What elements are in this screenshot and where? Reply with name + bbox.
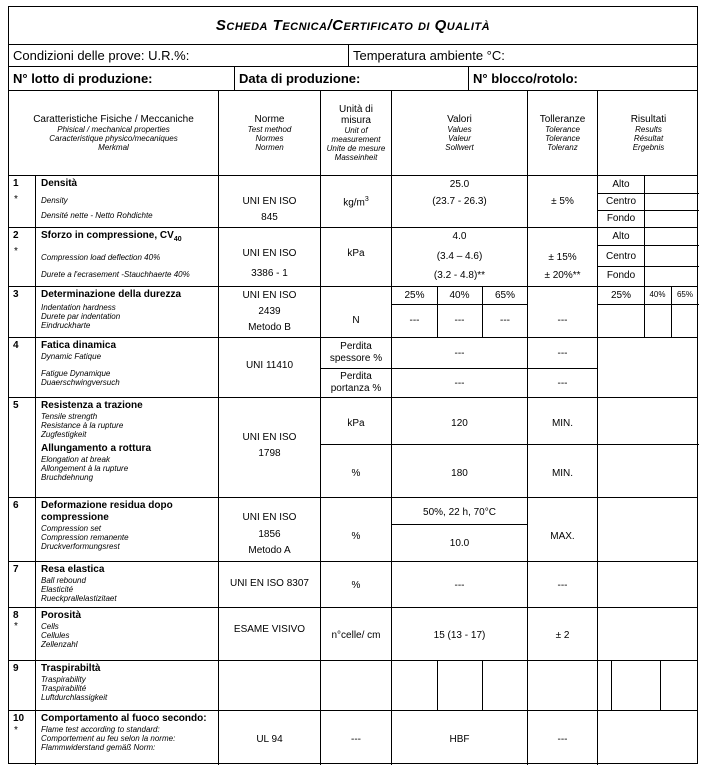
- result-cell: [598, 608, 699, 660]
- unit-text: N: [352, 315, 360, 326]
- tolerance-text: ± 2: [555, 630, 570, 641]
- property-subtitle: Druckverformungsrest: [41, 542, 120, 551]
- value-text: 25.0: [449, 179, 470, 190]
- unit-text: kPa: [347, 418, 365, 429]
- property-subtitle: Tensile strength: [41, 412, 98, 421]
- temperature-field[interactable]: Temperatura ambiente °C:: [353, 48, 505, 63]
- norm-text: 845: [261, 212, 278, 223]
- tolerance-text: MIN.: [551, 468, 574, 479]
- column-header-row: [9, 91, 697, 176]
- tolerance-text: ---: [557, 315, 568, 326]
- value-text: HBF: [449, 734, 470, 745]
- row-dynamic-fatigue: [9, 338, 697, 398]
- property-subtitle: Flammwiderstand gemäß Norm:: [41, 743, 156, 752]
- property-subtitle: Fatigue Dynamique: [41, 369, 111, 378]
- property-subtitle: Densité nette - Netto Rohdichte: [41, 211, 153, 220]
- production-date-field[interactable]: Data di produzione:: [235, 67, 469, 90]
- header-norms: Norme Test method Normes Normen: [219, 91, 321, 175]
- property-subtitle: Density: [41, 196, 68, 205]
- tolerance-text: ---: [557, 348, 568, 359]
- property-title: Porosità: [41, 610, 82, 621]
- value-text: ---: [500, 315, 510, 326]
- block-roll-field[interactable]: N° blocco/rotolo:: [473, 71, 578, 86]
- row-tensile: [9, 398, 697, 498]
- row-breathability: [9, 661, 697, 711]
- header-values: Valori Values Valeur Sollwert: [392, 91, 528, 175]
- result-label: Alto: [612, 179, 630, 190]
- value-text: ---: [409, 315, 420, 326]
- tolerance-cell: [528, 661, 598, 710]
- norm-text: 3386 - 1: [251, 268, 288, 279]
- value-text: 10.0: [449, 538, 470, 549]
- tolerance-text: MIN.: [551, 418, 574, 429]
- asterisk-mark: *: [14, 725, 18, 736]
- unit-text: %: [351, 468, 361, 479]
- row-number: 3: [9, 287, 36, 337]
- result-label: 65%: [676, 290, 693, 299]
- norm-text: 2439: [258, 306, 281, 317]
- property-subtitle: Compression remanente: [41, 533, 129, 542]
- property-subtitle: Durete a l'ecrasement -Stauchhaerte 40%: [41, 270, 190, 279]
- property-subtitle: Cellules: [41, 631, 70, 640]
- norm-text: Metodo A: [248, 545, 291, 556]
- property-subtitle: Luftdurchlassigkeit: [41, 693, 108, 702]
- unit-text: Perdita spessore %: [329, 341, 383, 364]
- value-text: 4.0: [452, 231, 467, 242]
- value-text: 50%, 22 h, 70°C: [423, 507, 496, 518]
- property-title: Allungamento a rottura: [41, 443, 152, 454]
- result-label: Centro: [605, 196, 636, 207]
- result-cell: [598, 562, 699, 607]
- header-results: Risultati Results Résultat Ergebnis: [630, 114, 667, 152]
- document-title: Scheda Tecnica/Certificato di Qualità: [9, 7, 697, 45]
- result-label: 40%: [649, 290, 666, 299]
- unit-text: $kg/m^3$: [343, 196, 369, 209]
- norm-text: UNI 11410: [245, 360, 294, 371]
- result-label: 25%: [610, 290, 631, 301]
- property-subtitle: Ball rebound: [41, 576, 86, 585]
- unit-text: kPa: [347, 248, 365, 259]
- norm-text: UNI EN ISO: [242, 290, 297, 301]
- row-compression: [9, 228, 697, 287]
- unit-text: %: [351, 531, 361, 542]
- row-number: 2: [13, 230, 19, 241]
- row-number: 5: [9, 398, 36, 497]
- property-subtitle: Allongement à la rupture: [41, 464, 129, 473]
- unit-text: n°celle/ cm: [331, 630, 381, 641]
- value-text: ---: [454, 580, 465, 591]
- row-compression-set: [9, 498, 697, 562]
- percent-label: 40%: [449, 290, 470, 301]
- result-cell: [598, 338, 699, 397]
- property-title: Traspirabiltà: [41, 663, 101, 674]
- header-units: Unità di misura Unit of measurement Unite de mesure Masseinheit: [321, 91, 392, 175]
- row-hardness: [9, 287, 697, 338]
- row-number: 6: [9, 498, 36, 561]
- tolerance-text: ---: [557, 734, 568, 745]
- row-number: 7: [9, 562, 36, 607]
- tolerance-text: MAX.: [550, 531, 575, 542]
- norm-text: UNI EN ISO 8307: [230, 578, 309, 589]
- tolerance-text: ---: [557, 580, 568, 591]
- tolerance-text: ---: [557, 378, 568, 389]
- row-number: 10: [13, 713, 25, 724]
- quality-certificate: [8, 6, 698, 764]
- value-text: ---: [454, 378, 465, 389]
- header-properties: Caratteristiche Fisiche / Meccaniche Phisical / mechanical properties Caracteristique physico/mecaniques Merkmal: [9, 91, 219, 175]
- asterisk-mark: *: [14, 246, 18, 257]
- norm-text: 1798: [258, 448, 281, 459]
- row-ball-rebound: [9, 562, 697, 608]
- header-tolerances: Tolleranze Tolerance Tolerance Toleranz: [528, 91, 598, 175]
- property-subtitle: Zellenzahl: [41, 640, 78, 649]
- row-fire-behaviour: [9, 711, 697, 765]
- property-title: Densità: [41, 178, 78, 189]
- lot-row: [9, 67, 697, 91]
- percent-label: 65%: [494, 290, 515, 301]
- result-label: Fondo: [606, 213, 636, 224]
- property-subtitle: Resistance à la rupture: [41, 421, 124, 430]
- percent-label: 25%: [404, 290, 425, 301]
- property-title: Determinazione della durezza: [41, 289, 182, 300]
- value-range: (3.2 - 4.8)**: [433, 270, 486, 281]
- row-density: [9, 176, 697, 228]
- row-number: 4: [9, 338, 36, 397]
- asterisk-mark: *: [14, 194, 18, 205]
- asterisk-mark: *: [14, 621, 18, 632]
- property-subtitle: Indentation hardness: [41, 303, 116, 312]
- unit-cell: [321, 661, 392, 710]
- value-range: (23.7 - 26.3): [432, 196, 487, 207]
- property-title: Resistenza a trazione: [41, 400, 143, 411]
- value-range: (3.4 – 4.6): [436, 251, 483, 262]
- result-label: Alto: [612, 231, 630, 242]
- property-subtitle: Zugfestigkeit: [41, 430, 87, 439]
- norm-text: UNI EN ISO: [242, 432, 297, 443]
- property-subtitle: Rueckprallelastizitaet: [41, 594, 117, 603]
- unit-text: ---: [351, 734, 361, 745]
- result-label: Centro: [605, 251, 636, 262]
- unit-text: %: [351, 580, 361, 591]
- property-subtitle: Elongation at break: [41, 455, 110, 464]
- property-subtitle: Eindruckharte: [41, 321, 91, 330]
- property-subtitle: Compression load deflection 40%: [41, 253, 161, 262]
- property-subtitle: Durete par indentation: [41, 312, 121, 321]
- property-title: Deformazione residua dopo compressione: [41, 500, 173, 523]
- property-title: Fatica dinamica: [41, 340, 117, 351]
- row-number: 8: [13, 610, 19, 621]
- property-subtitle: Traspirability: [41, 675, 86, 684]
- property-subtitle: Traspirabilité: [41, 684, 87, 693]
- value-text: ---: [454, 348, 465, 359]
- property-title: Comportamento al fuoco secondo:: [41, 713, 207, 724]
- value-text: 120: [451, 418, 468, 429]
- norm-text: UNI EN ISO: [242, 248, 297, 259]
- row-number: 9: [9, 661, 36, 710]
- norm-text: ESAME VISIVO: [233, 624, 306, 635]
- result-cell: [598, 711, 699, 765]
- value-text: 180: [451, 468, 468, 479]
- row-porosity: [9, 608, 697, 661]
- property-title: Sforzo in compressione, $CV_{40}$: [41, 230, 182, 243]
- norm-cell: [219, 661, 321, 710]
- result-cell: [598, 498, 699, 561]
- unit-text: Perdita portanza %: [330, 371, 382, 394]
- norm-text: UNI EN ISO: [242, 196, 297, 207]
- value-text: ---: [454, 315, 465, 326]
- humidity-field[interactable]: Condizioni delle prove: U.R.%:: [9, 45, 349, 66]
- tolerance-text: ± 20%**: [544, 270, 581, 281]
- property-subtitle: Elasticité: [41, 585, 74, 594]
- norm-text: Metodo B: [248, 322, 291, 333]
- property-subtitle: Dynamic Fatique: [41, 352, 102, 361]
- tolerance-text: ± 15%: [548, 252, 577, 263]
- property-title: Resa elastica: [41, 564, 105, 575]
- norm-text: 1856: [258, 529, 281, 540]
- row-number: 1: [13, 178, 19, 189]
- lot-number-field[interactable]: N° lotto di produzione:: [9, 67, 235, 90]
- property-subtitle: Cells: [41, 622, 59, 631]
- property-subtitle: Compression set: [41, 524, 102, 533]
- property-subtitle: Comportement au feu selon la norme:: [41, 734, 176, 743]
- tolerance-text: ± 5%: [551, 196, 574, 207]
- norm-text: UNI EN ISO: [242, 512, 297, 523]
- property-subtitle: Flame test according to standard:: [41, 725, 160, 734]
- property-subtitle: Bruchdehnung: [41, 473, 94, 482]
- value-text: 15 (13 - 17): [433, 630, 486, 641]
- norm-text: UL 94: [256, 734, 283, 745]
- test-conditions-row: [9, 45, 697, 67]
- property-subtitle: Duaerschwingversuch: [41, 378, 120, 387]
- result-label: Fondo: [606, 270, 636, 281]
